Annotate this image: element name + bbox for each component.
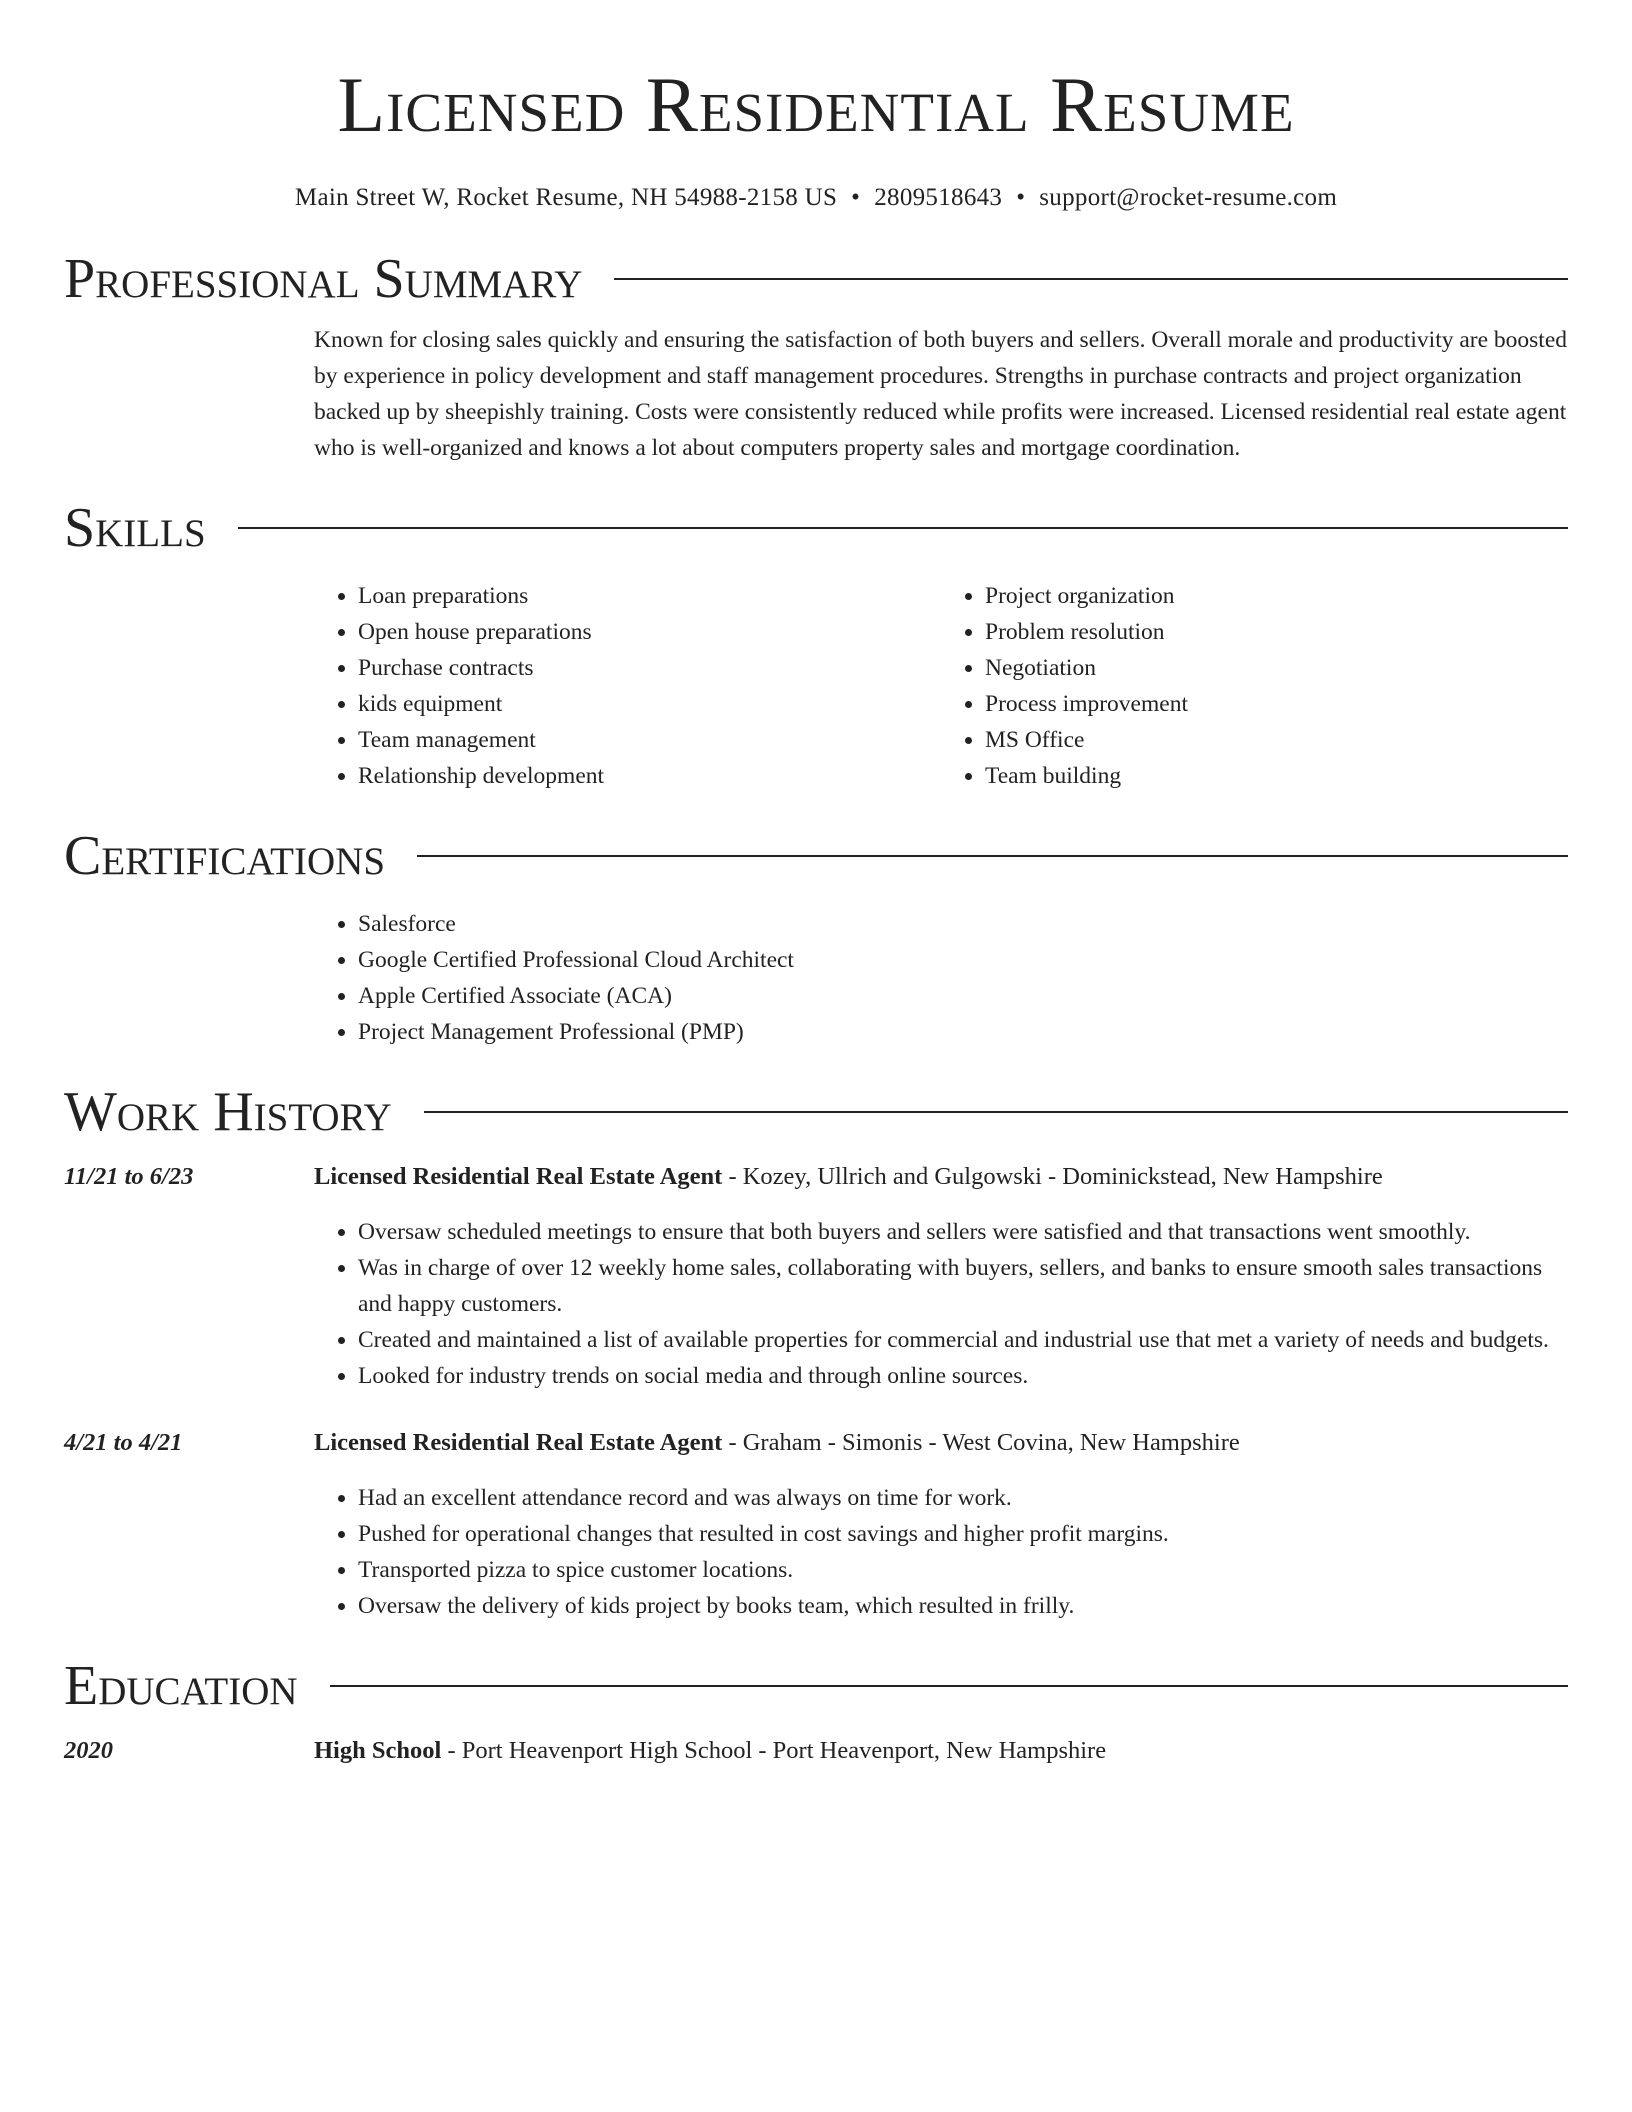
section-divider (238, 527, 1568, 529)
job-position: Licensed Residential Real Estate Agent (314, 1429, 723, 1456)
education-year: 2020 (64, 1737, 113, 1764)
job-title-line (314, 1426, 1240, 1460)
work-history-header (64, 1080, 1568, 1144)
section-divider (424, 1111, 1568, 1113)
job-bullet: • Was in charge of over 12 weekly home sales, collaborating with buyers, sellers, and banks to ensure smooth sales transactions and happy customers. (358, 1250, 1568, 1322)
education-line (314, 1734, 1106, 1768)
skill-item: • Process improvement (985, 686, 1568, 722)
section-divider (614, 278, 1568, 280)
skill-item: • Problem resolution (985, 614, 1568, 650)
certifications-list (314, 906, 1568, 1050)
section-divider (417, 855, 1568, 857)
email: support@rocket-resume.com (1039, 184, 1338, 211)
skill-item: • Loan preparations (358, 578, 941, 614)
skills-header (64, 496, 1568, 560)
job-header (64, 1160, 1568, 1194)
education-title: Education (64, 1655, 298, 1717)
job-bullet: • Oversaw scheduled meetings to ensure that both buyers and sellers were satisfied and that transactions went smoothly. (358, 1214, 1568, 1250)
job-title-line (314, 1160, 1383, 1194)
job-dates: 11/21 to 6/23 (64, 1163, 194, 1190)
skills-title: Skills (64, 497, 206, 559)
education-row (64, 1734, 1568, 1768)
work-history-title: Work History (64, 1081, 392, 1143)
skill-item: • Purchase contracts (358, 650, 941, 686)
section-divider (330, 1685, 1568, 1687)
skill-item: • Relationship development (358, 758, 941, 794)
certifications-header (64, 824, 1568, 888)
skills-body (64, 578, 1568, 794)
education-header (64, 1654, 1568, 1718)
summary-text: Known for closing sales quickly and ensuring the satisfaction of both buyers and sellers. Overall morale and productivity are boosted by experience in policy development and staff management procedures. Strengths in purchase contracts and project organization backed up by sheepishly training. Costs were consistently reduced while profits were increased. Licensed residential real estate agent who is well-organized and knows a lot about computers property sales and mortgage coordination. (314, 327, 1568, 461)
skill-item: • MS Office (985, 722, 1568, 758)
job-entry (64, 1160, 1568, 1394)
job-details (64, 1480, 1568, 1624)
job-bullet: • Created and maintained a list of available properties for commercial and industrial use that met a variety of needs and budgets. (358, 1322, 1568, 1358)
job-header (64, 1426, 1568, 1460)
skill-item: • Team management (358, 722, 941, 758)
education-school: - Port Heavenport High School - Port Heavenport, New Hampshire (441, 1737, 1107, 1764)
certification-item: • Google Certified Professional Cloud Architect (358, 942, 1568, 978)
summary-header (64, 247, 1568, 311)
contact-separator: • (1016, 184, 1026, 211)
job-entry (64, 1426, 1568, 1624)
job-bullet: • Looked for industry trends on social media and through online sources. (358, 1358, 1568, 1394)
job-details (64, 1214, 1568, 1394)
skills-list-right (941, 578, 1568, 794)
certification-item: • Project Management Professional (PMP) (358, 1014, 1568, 1050)
contact-line (64, 181, 1568, 215)
job-bullets (314, 1214, 1568, 1394)
job-bullet: • Oversaw the delivery of kids project by books team, which resulted in frilly. (358, 1588, 1568, 1624)
resume-name: Licensed Residential Resume (337, 61, 1295, 148)
address: Main Street W, Rocket Resume, NH 54988-2158 US (294, 184, 838, 211)
education-entry (64, 1734, 1568, 1768)
job-bullet: • Had an excellent attendance record and was always on time for work. (358, 1480, 1568, 1516)
job-bullets (314, 1480, 1568, 1624)
certification-item: • Salesforce (358, 906, 1568, 942)
summary-body (64, 322, 1568, 466)
skills-grid (314, 578, 1568, 794)
phone: 2809518643 (874, 184, 1003, 211)
certification-item: • Apple Certified Associate (ACA) (358, 978, 1568, 1014)
skill-item: • Open house preparations (358, 614, 941, 650)
skill-item: • kids equipment (358, 686, 941, 722)
skill-item: • Team building (985, 758, 1568, 794)
job-position: Licensed Residential Real Estate Agent (314, 1163, 723, 1190)
job-employer: - Graham - Simonis - West Covina, New Hampshire (722, 1429, 1240, 1456)
job-bullet: • Pushed for operational changes that resulted in cost savings and higher profit margins. (358, 1516, 1568, 1552)
job-bullet: • Transported pizza to spice customer locations. (358, 1552, 1568, 1588)
certifications-body (64, 906, 1568, 1050)
skill-item: • Project organization (985, 578, 1568, 614)
job-employer: - Kozey, Ullrich and Gulgowski - Dominickstead, New Hampshire (722, 1163, 1383, 1190)
skill-item: • Negotiation (985, 650, 1568, 686)
skills-list-left (314, 578, 941, 794)
summary-title: Professional Summary (64, 248, 583, 310)
job-dates: 4/21 to 4/21 (64, 1429, 183, 1456)
certifications-title: Certifications (64, 825, 386, 887)
contact-separator: • (851, 184, 861, 211)
education-degree: High School (314, 1737, 442, 1764)
